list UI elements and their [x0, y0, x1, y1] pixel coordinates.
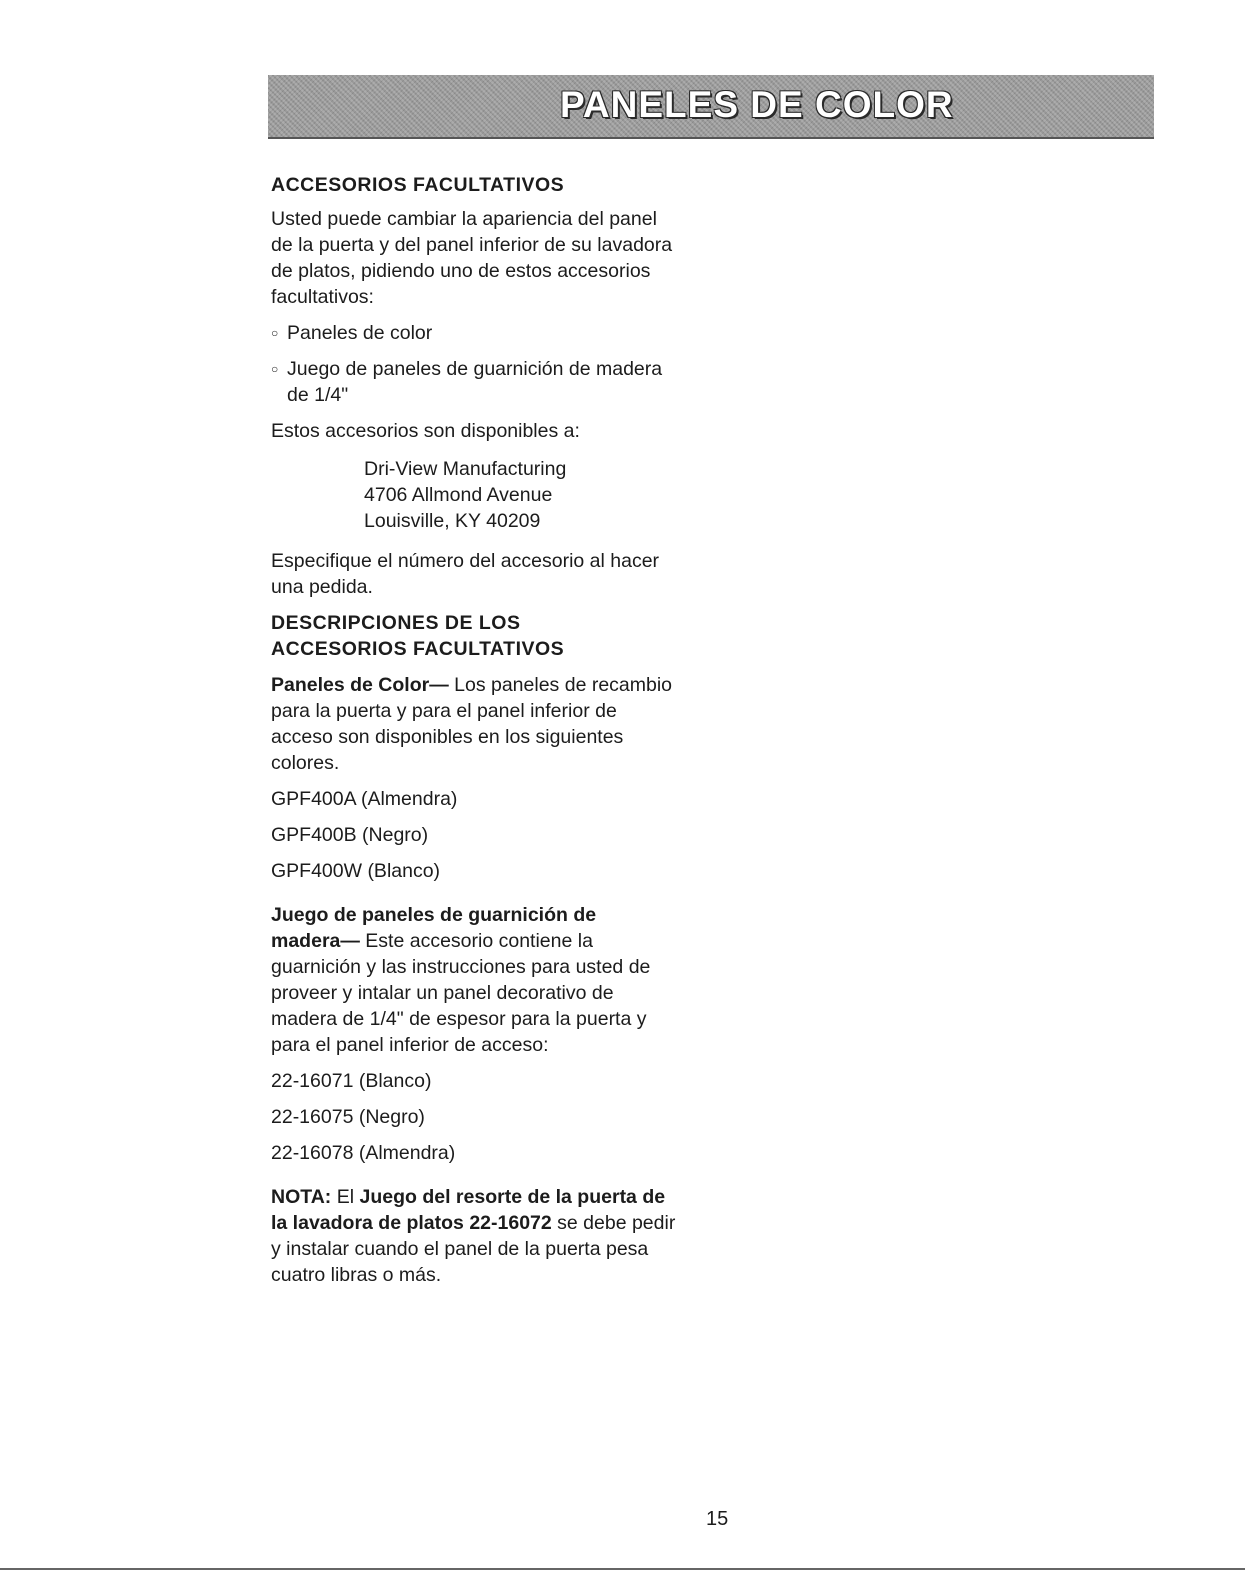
- bullet-item: ○ Paneles de color: [271, 322, 433, 344]
- bullet-item: ○ Juego de paneles de guarnición de madera de 1/4": [271, 358, 663, 406]
- note-paragraph: NOTA: El Juego del resorte de la puerta de la lavadora de platos 22-16072 se debe pedir y instalar cuando el panel de la puerta pesa cuatro libras o más.: [271, 1186, 676, 1286]
- part-number-item: GPF400W (Blanco): [271, 860, 441, 882]
- part-number-item: 22-16075 (Negro): [271, 1106, 425, 1128]
- color-panels-label: Paneles de Color—: [271, 674, 449, 696]
- intro-line: facultativos:: [271, 286, 374, 308]
- available-at-text: Estos accesorios son disponibles a:: [271, 420, 580, 442]
- bullet-icon: ○: [271, 326, 279, 340]
- part-number-item: GPF400B (Negro): [271, 824, 429, 846]
- wood-kit-label: Juego de paneles de guarnición de: [271, 904, 597, 926]
- section-heading-descriptions: DESCRIPCIONES DE LOS ACCESORIOS FACULTATIVOS: [271, 612, 565, 660]
- address-line: 4706 Allmond Avenue: [364, 484, 553, 506]
- bottom-rule: [0, 1568, 1245, 1570]
- intro-line: Usted puede cambiar la apariencia del panel: [271, 208, 657, 230]
- part-number-item: 22-16071 (Blanco): [271, 1070, 432, 1092]
- intro-line: de platos, pidiendo uno de estos accesorios: [271, 260, 651, 282]
- title-banner: [268, 75, 1154, 139]
- manufacturer-address: [364, 456, 721, 534]
- intro-paragraph: [271, 206, 721, 310]
- part-number-item: GPF400A (Almendra): [271, 788, 458, 810]
- bullet-icon: ○: [271, 362, 279, 376]
- page-title: PANELES DE COLOR: [560, 84, 954, 125]
- note-label: NOTA:: [271, 1186, 332, 1208]
- page-number: 15: [706, 1508, 729, 1530]
- address-line: Louisville, KY 40209: [364, 510, 541, 532]
- color-panels-paragraph: Paneles de Color— Los paneles de recambio para la puerta y para el panel inferior de acceso son disponibles en los siguientes colores.: [271, 674, 673, 774]
- intro-line: de la puerta y del panel inferior de su lavadora: [271, 234, 673, 256]
- wood-kit-paragraph: Juego de paneles de guarnición de madera— Este accesorio contiene la guarnición y las instrucciones para usted de proveer y intalar un panel decorativo de madera de 1/4" de espesor para la puerta y para el panel inferior de acceso:: [271, 902, 721, 1058]
- section-heading-accessories: ACCESORIOS FACULTATIVOS: [271, 174, 565, 196]
- specify-paragraph: Especifique el número del accesorio al hacer una pedida.: [271, 550, 660, 598]
- main-column: [271, 172, 721, 1288]
- address-line: Dri-View Manufacturing: [364, 458, 567, 480]
- part-number-item: 22-16078 (Almendra): [271, 1142, 456, 1164]
